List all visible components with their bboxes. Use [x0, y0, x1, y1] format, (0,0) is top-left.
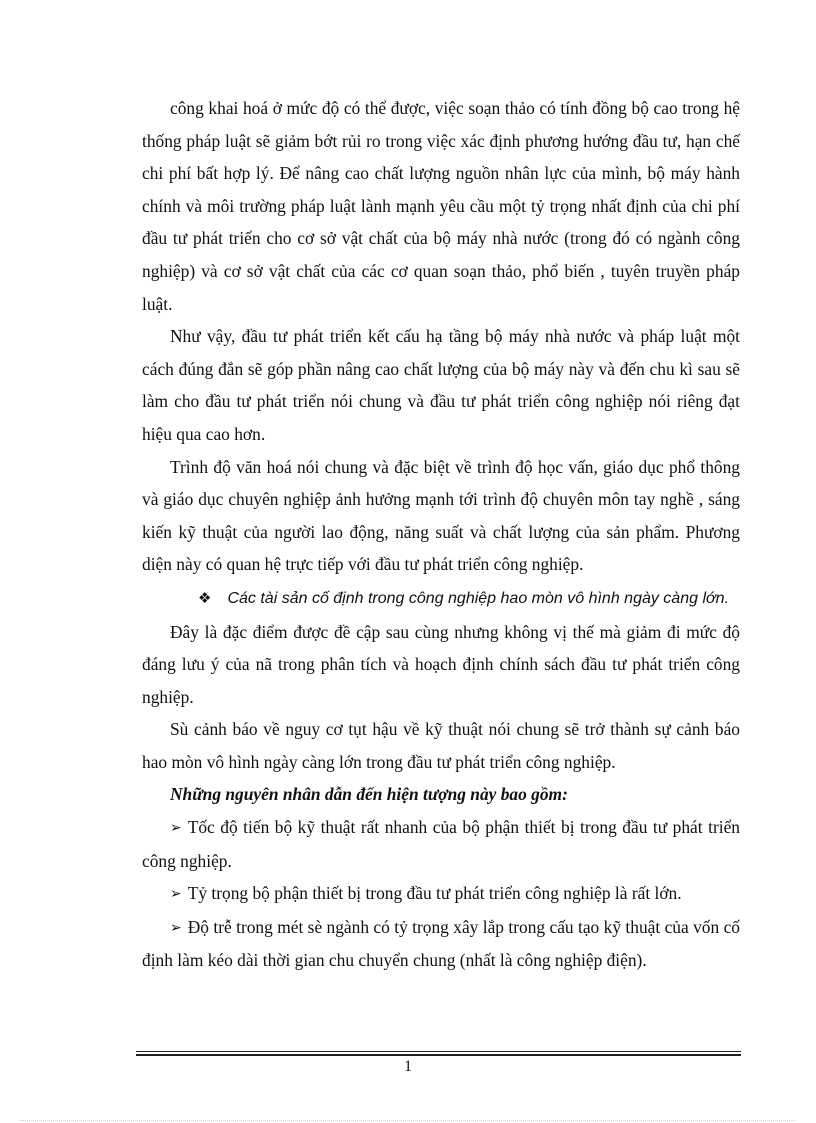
- cause-item-text: Độ trễ trong mét sè ngành có tỷ trọng xây lắp trong cấu tạo kỹ thuật của vốn cố định làm kéo dài thời gian chu chuyển chung (nhất là công nghiệp điện).: [142, 916, 740, 971]
- paragraph-2: Như vậy, đầu tư phát triển kết cấu hạ tầng bộ máy nhà nước và pháp luật một cách đúng đắn sẽ góp phần nâng cao chất lượng của bộ máy này và đến chu kì sau sẽ làm cho đầu tư phát triển nói chung và đầu tư phát triển công nghiệp nói riêng đạt hiệu qua cao hơn.: [142, 326, 740, 444]
- arrow-bullet-icon: ➢: [170, 886, 182, 903]
- cause-item: [142, 911, 740, 977]
- cause-item-text: Tốc độ tiến bộ kỹ thuật rất nhanh của bộ phận thiết bị trong đầu tư phát triển công nghiệp.: [142, 817, 740, 871]
- causes-heading: Những nguyên nhân dẫn đến hiện tượng này bao gồm:: [170, 784, 568, 805]
- paragraph-4: Đây là đặc điểm được đề cập sau cùng nhưng không vị thế mà giảm đi mức độ đáng lưu ý của nã trong phân tích và hoạch định chính sách đầu tư phát triển công nghiệp.: [142, 621, 740, 707]
- cause-item: [142, 877, 740, 911]
- paragraph-1: công khai hoá ở mức độ có thể được, việc soạn thảo có tính đồng bộ cao trong hệ thống pháp luật sẽ giảm bớt rủi ro trong việc xác định phương hướng đầu tư, hạn chế chi phí bất hợp lý. Để nâng cao chất lượng nguồn nhân lực của mình, bộ máy hành chính và môi trường pháp luật lành mạnh yêu cầu một tỷ trọng nhất định của chi phí đầu tư phát triển cho cơ sở vật chất của bộ máy nhà nước (trong đó có ngành công nghiệp) và cơ sở vật chất của các cơ quan soạn thảo, phổ biến , tuyên truyền pháp luật.: [142, 98, 740, 314]
- cause-item-text: Tỷ trọng bộ phận thiết bị trong đầu tư phát triển công nghiệp là rất lớn.: [187, 883, 682, 904]
- paragraph-5: Sù cảnh báo về nguy cơ tụt hậu về kỹ thuật nói chung sẽ trở thành sự cảnh báo hao mòn vô hình ngày càng lớn trong đầu tư phát triển công nghiệp.: [142, 719, 740, 772]
- cause-item: [142, 811, 740, 877]
- arrow-bullet-icon: ➢: [170, 820, 182, 837]
- page-edge-divider: [20, 1120, 796, 1121]
- bullet-heading: [142, 581, 740, 616]
- paragraph-3: Trình độ văn hoá nói chung và đặc biệt về trình độ học vấn, giáo dục phổ thông và giáo dục chuyên nghiệp ảnh hưởng mạnh tới trình độ chuyên môn tay nghề , sáng kiến kỹ thuật của người lao động, năng suất và chất lượng của sản phẩm. Phương diện này có quan hệ trực tiếp với đầu tư phát triển công nghiệp.: [142, 456, 740, 575]
- bullet-heading-text: Các tài sản cố định trong công nghiệp hao mòn vô hình ngày càng lớn.: [227, 589, 730, 607]
- arrow-bullet-icon: ➢: [170, 919, 182, 936]
- page-number: 1: [404, 1058, 412, 1075]
- document-body: [142, 92, 740, 977]
- diamond-bullet-icon: ❖: [198, 588, 212, 607]
- footer-divider: [136, 1051, 741, 1056]
